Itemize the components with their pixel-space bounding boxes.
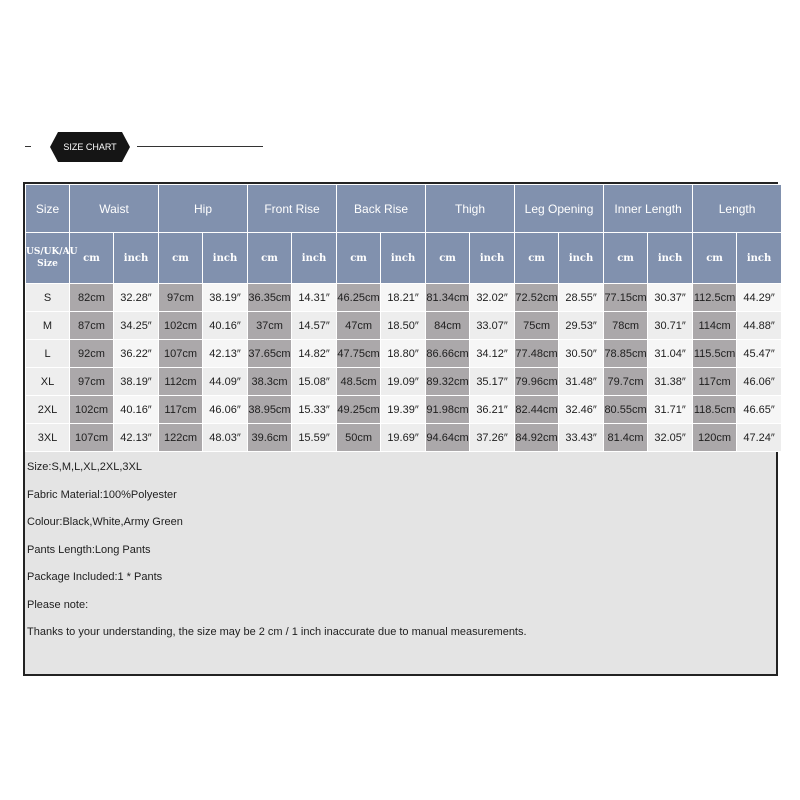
cm-value-cell: 87cm bbox=[70, 312, 114, 340]
header-waist: Waist bbox=[70, 185, 159, 233]
inch-value-cell: 40.16″ bbox=[203, 312, 248, 340]
inch-value-cell: 34.12″ bbox=[470, 340, 515, 368]
note-line: Package Included:1 * Pants bbox=[27, 571, 163, 583]
cm-value-cell: 72.52cm bbox=[515, 284, 559, 312]
table-row bbox=[26, 368, 782, 396]
note-line: Colour:Black,White,Army Green bbox=[27, 516, 183, 528]
unit-inch: inch bbox=[114, 233, 159, 284]
inch-value-cell: 47.24″ bbox=[737, 424, 782, 452]
header-row-units bbox=[26, 233, 782, 284]
cm-value-cell: 97cm bbox=[159, 284, 203, 312]
inch-value-cell: 32.02″ bbox=[470, 284, 515, 312]
cm-value-cell: 81.34cm bbox=[426, 284, 470, 312]
size-cell: XL bbox=[26, 368, 70, 396]
inch-value-cell: 32.46″ bbox=[559, 396, 604, 424]
size-region-label: US/UK/AU bbox=[26, 247, 78, 257]
cm-value-cell: 112cm bbox=[159, 368, 203, 396]
inch-value-cell: 37.26″ bbox=[470, 424, 515, 452]
note-line: Thanks to your understanding, the size may be 2 cm / 1 inch inaccurate due to manual measurements. bbox=[27, 626, 527, 638]
cm-value-cell: 80.55cm bbox=[604, 396, 648, 424]
inch-value-cell: 29.53″ bbox=[559, 312, 604, 340]
header-inner-length: Inner Length bbox=[604, 185, 693, 233]
cm-value-cell: 38.3cm bbox=[248, 368, 292, 396]
inch-value-cell: 46.06″ bbox=[203, 396, 248, 424]
cm-value-cell: 37.65cm bbox=[248, 340, 292, 368]
cm-value-cell: 117cm bbox=[693, 368, 737, 396]
cm-value-cell: 97cm bbox=[70, 368, 114, 396]
cm-value-cell: 86.66cm bbox=[426, 340, 470, 368]
inch-value-cell: 44.09″ bbox=[203, 368, 248, 396]
inch-value-cell: 32.28″ bbox=[114, 284, 159, 312]
inch-value-cell: 15.08″ bbox=[292, 368, 337, 396]
inch-value-cell: 42.13″ bbox=[203, 340, 248, 368]
cm-value-cell: 102cm bbox=[159, 312, 203, 340]
cm-value-cell: 84.92cm bbox=[515, 424, 559, 452]
size-cell: S bbox=[26, 284, 70, 312]
inch-value-cell: 18.21″ bbox=[381, 284, 426, 312]
cm-value-cell: 102cm bbox=[70, 396, 114, 424]
cm-value-cell: 46.25cm bbox=[337, 284, 381, 312]
header-hip: Hip bbox=[159, 185, 248, 233]
note-line: Pants Length:Long Pants bbox=[27, 543, 151, 556]
unit-cm: cm bbox=[426, 233, 470, 284]
cm-value-cell: 107cm bbox=[159, 340, 203, 368]
note-line: Fabric Material:100%Polyester bbox=[27, 488, 177, 501]
header-thigh: Thigh bbox=[426, 185, 515, 233]
size-label: Size bbox=[37, 259, 58, 269]
inch-value-cell: 28.55″ bbox=[559, 284, 604, 312]
inch-value-cell: 31.38″ bbox=[648, 368, 693, 396]
table-row bbox=[26, 424, 782, 452]
cm-value-cell: 78cm bbox=[604, 312, 648, 340]
size-cell: 3XL bbox=[26, 424, 70, 452]
cm-value-cell: 79.7cm bbox=[604, 368, 648, 396]
inch-value-cell: 38.19″ bbox=[114, 368, 159, 396]
inch-value-cell: 35.17″ bbox=[470, 368, 515, 396]
unit-inch: inch bbox=[648, 233, 693, 284]
header-back-rise: Back Rise bbox=[337, 185, 426, 233]
inch-value-cell: 30.71″ bbox=[648, 312, 693, 340]
cm-value-cell: 36.35cm bbox=[248, 284, 292, 312]
cm-value-cell: 107cm bbox=[70, 424, 114, 452]
inch-value-cell: 34.25″ bbox=[114, 312, 159, 340]
table-row bbox=[26, 396, 782, 424]
product-notes bbox=[25, 454, 776, 647]
inch-value-cell: 30.37″ bbox=[648, 284, 693, 312]
unit-cm: cm bbox=[70, 233, 114, 284]
inch-value-cell: 48.03″ bbox=[203, 424, 248, 452]
cm-value-cell: 77.48cm bbox=[515, 340, 559, 368]
table-row bbox=[26, 312, 782, 340]
inch-value-cell: 19.69″ bbox=[381, 424, 426, 452]
inch-value-cell: 18.80″ bbox=[381, 340, 426, 368]
inch-value-cell: 42.13″ bbox=[114, 424, 159, 452]
size-table bbox=[25, 184, 782, 452]
header-length: Length bbox=[693, 185, 782, 233]
cm-value-cell: 118.5cm bbox=[693, 396, 737, 424]
unit-cm: cm bbox=[248, 233, 292, 284]
inch-value-cell: 33.07″ bbox=[470, 312, 515, 340]
unit-cm: cm bbox=[337, 233, 381, 284]
inch-value-cell: 19.39″ bbox=[381, 396, 426, 424]
cm-value-cell: 112.5cm bbox=[693, 284, 737, 312]
note-line: Please note: bbox=[27, 598, 89, 611]
cm-value-cell: 92cm bbox=[70, 340, 114, 368]
inch-value-cell: 36.21″ bbox=[470, 396, 515, 424]
size-cell: M bbox=[26, 312, 70, 340]
inch-value-cell: 31.48″ bbox=[559, 368, 604, 396]
unit-inch: inch bbox=[203, 233, 248, 284]
unit-inch: inch bbox=[381, 233, 426, 284]
header-leg-opening: Leg Opening bbox=[515, 185, 604, 233]
table-row bbox=[26, 284, 782, 312]
cm-value-cell: 120cm bbox=[693, 424, 737, 452]
unit-inch: inch bbox=[559, 233, 604, 284]
header-row-measurements bbox=[26, 185, 782, 233]
inch-value-cell: 31.71″ bbox=[648, 396, 693, 424]
cm-value-cell: 114cm bbox=[693, 312, 737, 340]
inch-value-cell: 15.33″ bbox=[292, 396, 337, 424]
cm-value-cell: 89.32cm bbox=[426, 368, 470, 396]
cm-value-cell: 37cm bbox=[248, 312, 292, 340]
unit-cm: cm bbox=[693, 233, 737, 284]
inch-value-cell: 36.22″ bbox=[114, 340, 159, 368]
cm-value-cell: 81.4cm bbox=[604, 424, 648, 452]
inch-value-cell: 44.29″ bbox=[737, 284, 782, 312]
tag-left-dash bbox=[25, 146, 31, 147]
cm-value-cell: 79.96cm bbox=[515, 368, 559, 396]
cm-value-cell: 47.75cm bbox=[337, 340, 381, 368]
inch-value-cell: 45.47″ bbox=[737, 340, 782, 368]
inch-value-cell: 19.09″ bbox=[381, 368, 426, 396]
unit-inch: inch bbox=[470, 233, 515, 284]
table-row bbox=[26, 340, 782, 368]
cm-value-cell: 47cm bbox=[337, 312, 381, 340]
cm-value-cell: 49.25cm bbox=[337, 396, 381, 424]
cm-value-cell: 78.85cm bbox=[604, 340, 648, 368]
inch-value-cell: 15.59″ bbox=[292, 424, 337, 452]
size-chart-panel bbox=[23, 182, 778, 676]
inch-value-cell: 31.04″ bbox=[648, 340, 693, 368]
note-line: Size:S,M,L,XL,2XL,3XL bbox=[27, 461, 142, 473]
inch-value-cell: 32.05″ bbox=[648, 424, 693, 452]
size-cell: 2XL bbox=[26, 396, 70, 424]
inch-value-cell: 14.31″ bbox=[292, 284, 337, 312]
cm-value-cell: 122cm bbox=[159, 424, 203, 452]
inch-value-cell: 44.88″ bbox=[737, 312, 782, 340]
inch-value-cell: 46.06″ bbox=[737, 368, 782, 396]
size-chart-label: SIZE CHART bbox=[58, 132, 122, 162]
cm-value-cell: 117cm bbox=[159, 396, 203, 424]
size-chart-tag bbox=[25, 132, 240, 162]
inch-value-cell: 14.82″ bbox=[292, 340, 337, 368]
inch-value-cell: 46.65″ bbox=[737, 396, 782, 424]
unit-cm: cm bbox=[515, 233, 559, 284]
unit-inch: inch bbox=[737, 233, 782, 284]
size-cell: L bbox=[26, 340, 70, 368]
inch-value-cell: 33.43″ bbox=[559, 424, 604, 452]
cm-value-cell: 75cm bbox=[515, 312, 559, 340]
header-front-rise: Front Rise bbox=[248, 185, 337, 233]
cm-value-cell: 84cm bbox=[426, 312, 470, 340]
unit-cm: cm bbox=[604, 233, 648, 284]
cm-value-cell: 38.95cm bbox=[248, 396, 292, 424]
inch-value-cell: 14.57″ bbox=[292, 312, 337, 340]
header-size-region bbox=[26, 233, 78, 284]
cm-value-cell: 48.5cm bbox=[337, 368, 381, 396]
cm-value-cell: 82.44cm bbox=[515, 396, 559, 424]
tag-divider-line bbox=[137, 146, 263, 147]
cm-value-cell: 91.98cm bbox=[426, 396, 470, 424]
unit-inch: inch bbox=[292, 233, 337, 284]
cm-value-cell: 50cm bbox=[337, 424, 381, 452]
header-size: Size bbox=[26, 185, 70, 233]
inch-value-cell: 40.16″ bbox=[114, 396, 159, 424]
cm-value-cell: 39.6cm bbox=[248, 424, 292, 452]
cm-value-cell: 82cm bbox=[70, 284, 114, 312]
unit-cm: cm bbox=[159, 233, 203, 284]
inch-value-cell: 18.50″ bbox=[381, 312, 426, 340]
cm-value-cell: 77.15cm bbox=[604, 284, 648, 312]
cm-value-cell: 115.5cm bbox=[693, 340, 737, 368]
inch-value-cell: 30.50″ bbox=[559, 340, 604, 368]
cm-value-cell: 94.64cm bbox=[426, 424, 470, 452]
inch-value-cell: 38.19″ bbox=[203, 284, 248, 312]
